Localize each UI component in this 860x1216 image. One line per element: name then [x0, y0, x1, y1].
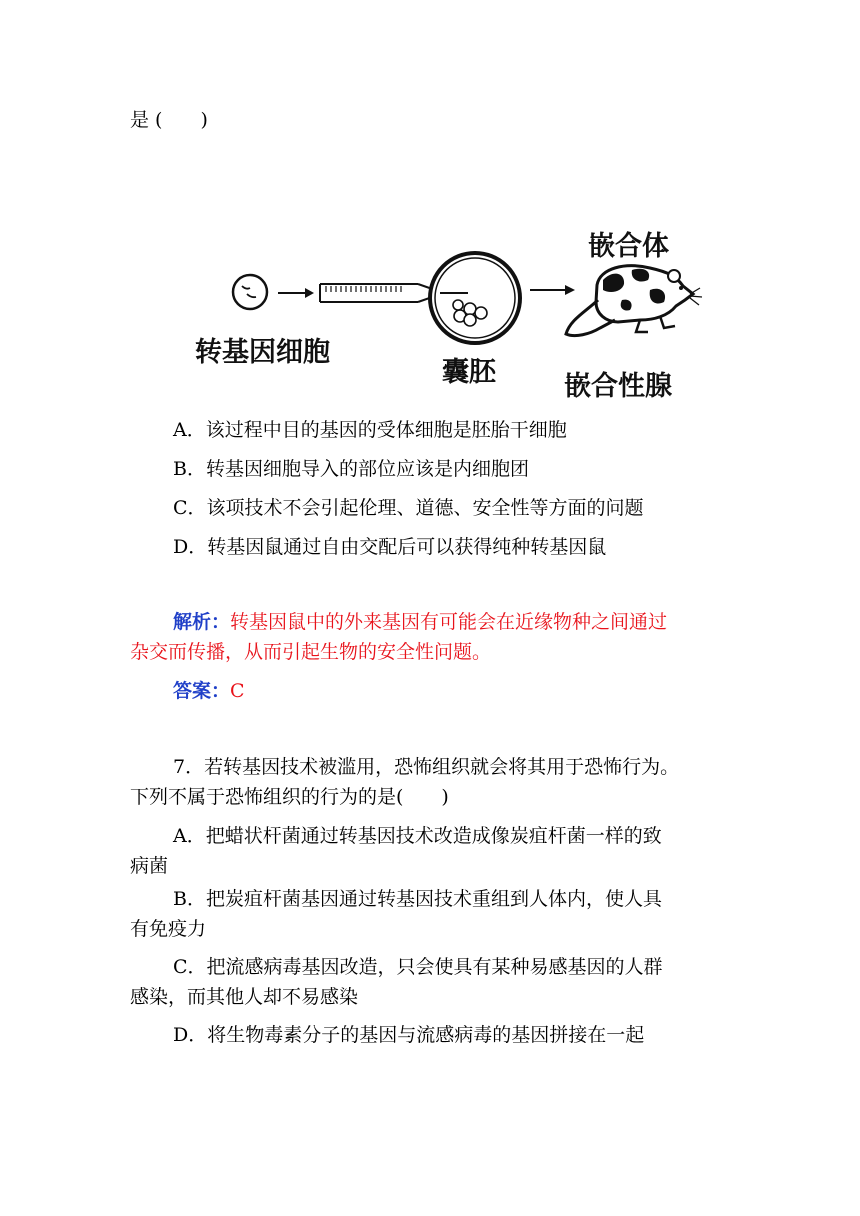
- q7-option-c-line-1: C．把流感病毒基因改造，只会使具有某种易感基因的人群: [173, 956, 663, 978]
- blastocyst-icon: [430, 253, 520, 343]
- analysis-line-1: [173, 610, 667, 634]
- q7-option-c-line-2: 感染，而其他人却不易感染: [130, 986, 359, 1008]
- answer-value: C: [230, 680, 245, 702]
- arrow-icon: [278, 288, 314, 298]
- answer-line: [173, 679, 245, 703]
- q7-option-a-line-1: A．把蜡状杆菌通过转基因技术改造成像炭疽杆菌一样的致: [173, 825, 662, 847]
- label-chimera: 嵌合体: [588, 231, 669, 262]
- option-d: D．转基因鼠通过自由交配后可以获得纯种转基因鼠: [173, 536, 607, 558]
- label-blastocyst: 囊胚: [442, 357, 496, 388]
- option-b: B．转基因细胞导入的部位应该是内细胞团: [173, 458, 529, 480]
- question-stem-tail: 是 ( ): [130, 109, 208, 131]
- analysis-line-2: 杂交而传播，从而引起生物的安全性问题。: [130, 641, 492, 663]
- option-a: A．该过程中目的基因的受体细胞是胚胎干细胞: [173, 419, 567, 441]
- q7-stem-line-2: 下列不属于恐怖组织的行为的是( ): [130, 786, 449, 808]
- chimera-mouse-icon: [566, 266, 702, 336]
- label-transgenic-cell: 转基因细胞: [195, 337, 330, 368]
- q7-option-b-line-2: 有免疫力: [130, 918, 207, 940]
- transgenic-cell-icon: [233, 275, 267, 309]
- arrow-icon: [530, 285, 575, 295]
- answer-label: 答案：: [173, 680, 231, 702]
- option-c: C．该项技术不会引起伦理、道德、安全性等方面的问题: [173, 497, 644, 519]
- q7-option-a-line-2: 病菌: [130, 855, 169, 877]
- q7-option-b-line-1: B．把炭疽杆菌基因通过转基因技术重组到人体内，使人具: [173, 888, 662, 910]
- analysis-label: 解析：: [173, 611, 231, 633]
- q7-option-d: D．将生物毒素分子的基因与流感病毒的基因拼接在一起: [173, 1024, 645, 1046]
- q7-stem-line-1: 7．若转基因技术被滥用，恐怖组织就会将其用于恐怖行为。: [173, 756, 680, 778]
- analysis-text-1: 转基因鼠中的外来基因有可能会在近缘物种之间通过: [230, 611, 668, 633]
- label-chimeric-gonad: 嵌合性腺: [564, 371, 672, 402]
